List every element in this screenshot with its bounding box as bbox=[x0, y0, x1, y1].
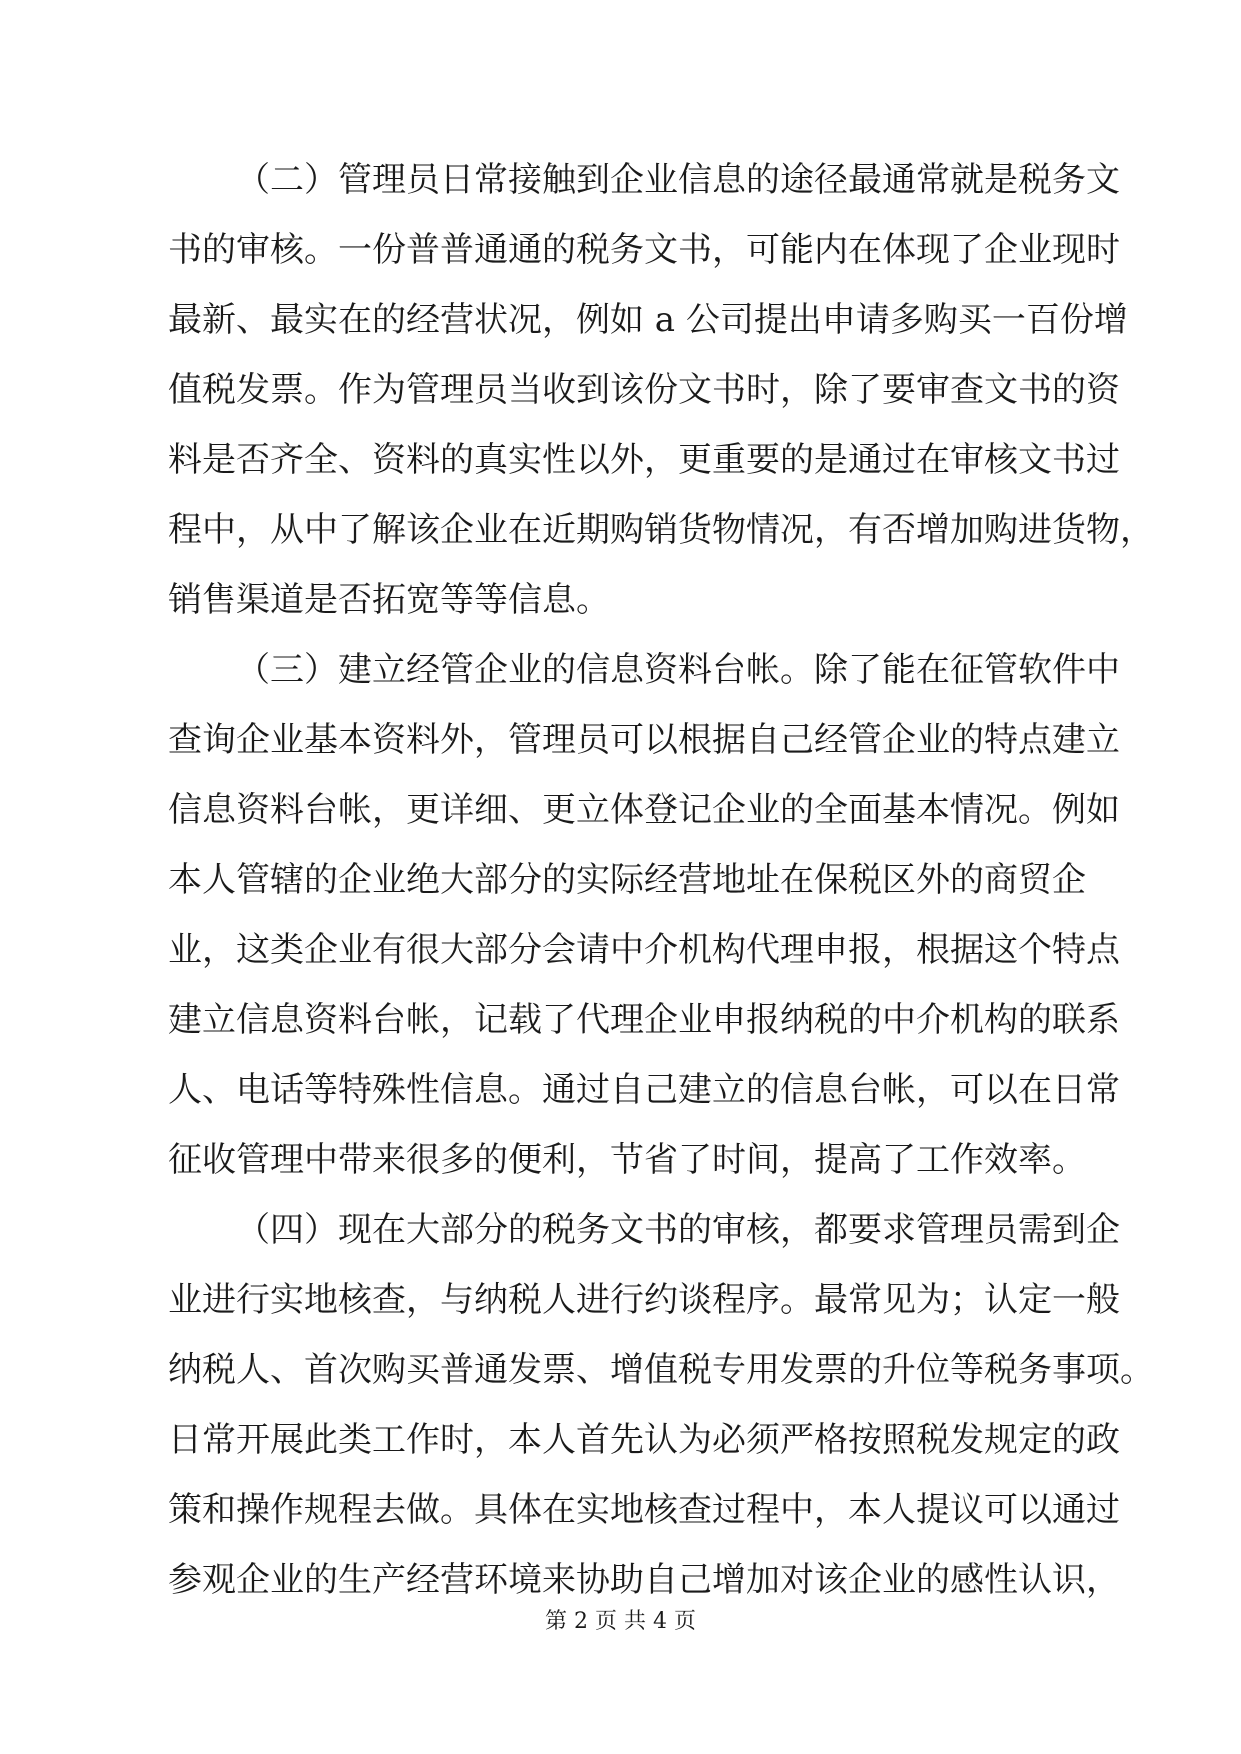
page-number-footer: 第 2 页 共 4 页 bbox=[545, 1609, 696, 1634]
paragraph-3-line-1: （四）现在大部分的税务文书的审核，都要求管理员需到企 bbox=[236, 1210, 1120, 1250]
paragraph-2-line-3: 信息资料台帐，更详细、更立体登记企业的全面基本情况。例如 bbox=[168, 790, 1120, 830]
paragraph-1-line-3: 最新、最实在的经营状况，例如 a 公司提出申请多购买一百份增 bbox=[168, 300, 1128, 340]
paragraph-2-line-8: 征收管理中带来很多的便利，节省了时间，提高了工作效率。 bbox=[168, 1140, 1086, 1180]
paragraph-1-line-6: 程中，从中了解该企业在近期购销货物情况，有否增加购进货物， bbox=[168, 510, 1154, 550]
paragraph-2-line-5: 业，这类企业有很大部分会请中介机构代理申报，根据这个特点 bbox=[168, 930, 1120, 970]
paragraph-3-line-2: 业进行实地核查，与纳税人进行约谈程序。最常见为；认定一般 bbox=[168, 1280, 1120, 1320]
paragraph-1-line-4: 值税发票。作为管理员当收到该份文书时，除了要审查文书的资 bbox=[168, 370, 1120, 410]
paragraph-2-line-6: 建立信息资料台帐，记载了代理企业申报纳税的中介机构的联系 bbox=[168, 1000, 1120, 1040]
paragraph-1-line-7: 销售渠道是否拓宽等等信息。 bbox=[168, 580, 610, 620]
paragraph-1-line-5: 料是否齐全、资料的真实性以外，更重要的是通过在审核文书过 bbox=[168, 440, 1120, 480]
paragraph-1-line-2: 书的审核。一份普普通通的税务文书，可能内在体现了企业现时 bbox=[168, 230, 1120, 270]
paragraph-1-line-1: （二）管理员日常接触到企业信息的途径最通常就是税务文 bbox=[236, 160, 1120, 200]
paragraph-3-line-4: 日常开展此类工作时，本人首先认为必须严格按照税发规定的政 bbox=[168, 1420, 1120, 1460]
paragraph-2-line-7: 人、电话等特殊性信息。通过自己建立的信息台帐，可以在日常 bbox=[168, 1070, 1120, 1110]
paragraph-3-line-5: 策和操作规程去做。具体在实地核查过程中，本人提议可以通过 bbox=[168, 1490, 1120, 1530]
paragraph-3-line-3: 纳税人、首次购买普通发票、增值税专用发票的升位等税务事项。 bbox=[168, 1350, 1154, 1390]
paragraph-2-line-1: （三）建立经管企业的信息资料台帐。除了能在征管软件中 bbox=[236, 650, 1120, 690]
paragraph-2-line-4: 本人管辖的企业绝大部分的实际经营地址在保税区外的商贸企 bbox=[168, 860, 1086, 900]
paragraph-2-line-2: 查询企业基本资料外，管理员可以根据自己经管企业的特点建立 bbox=[168, 720, 1120, 760]
paragraph-3-line-6: 参观企业的生产经营环境来协助自己增加对该企业的感性认识， bbox=[168, 1560, 1120, 1600]
